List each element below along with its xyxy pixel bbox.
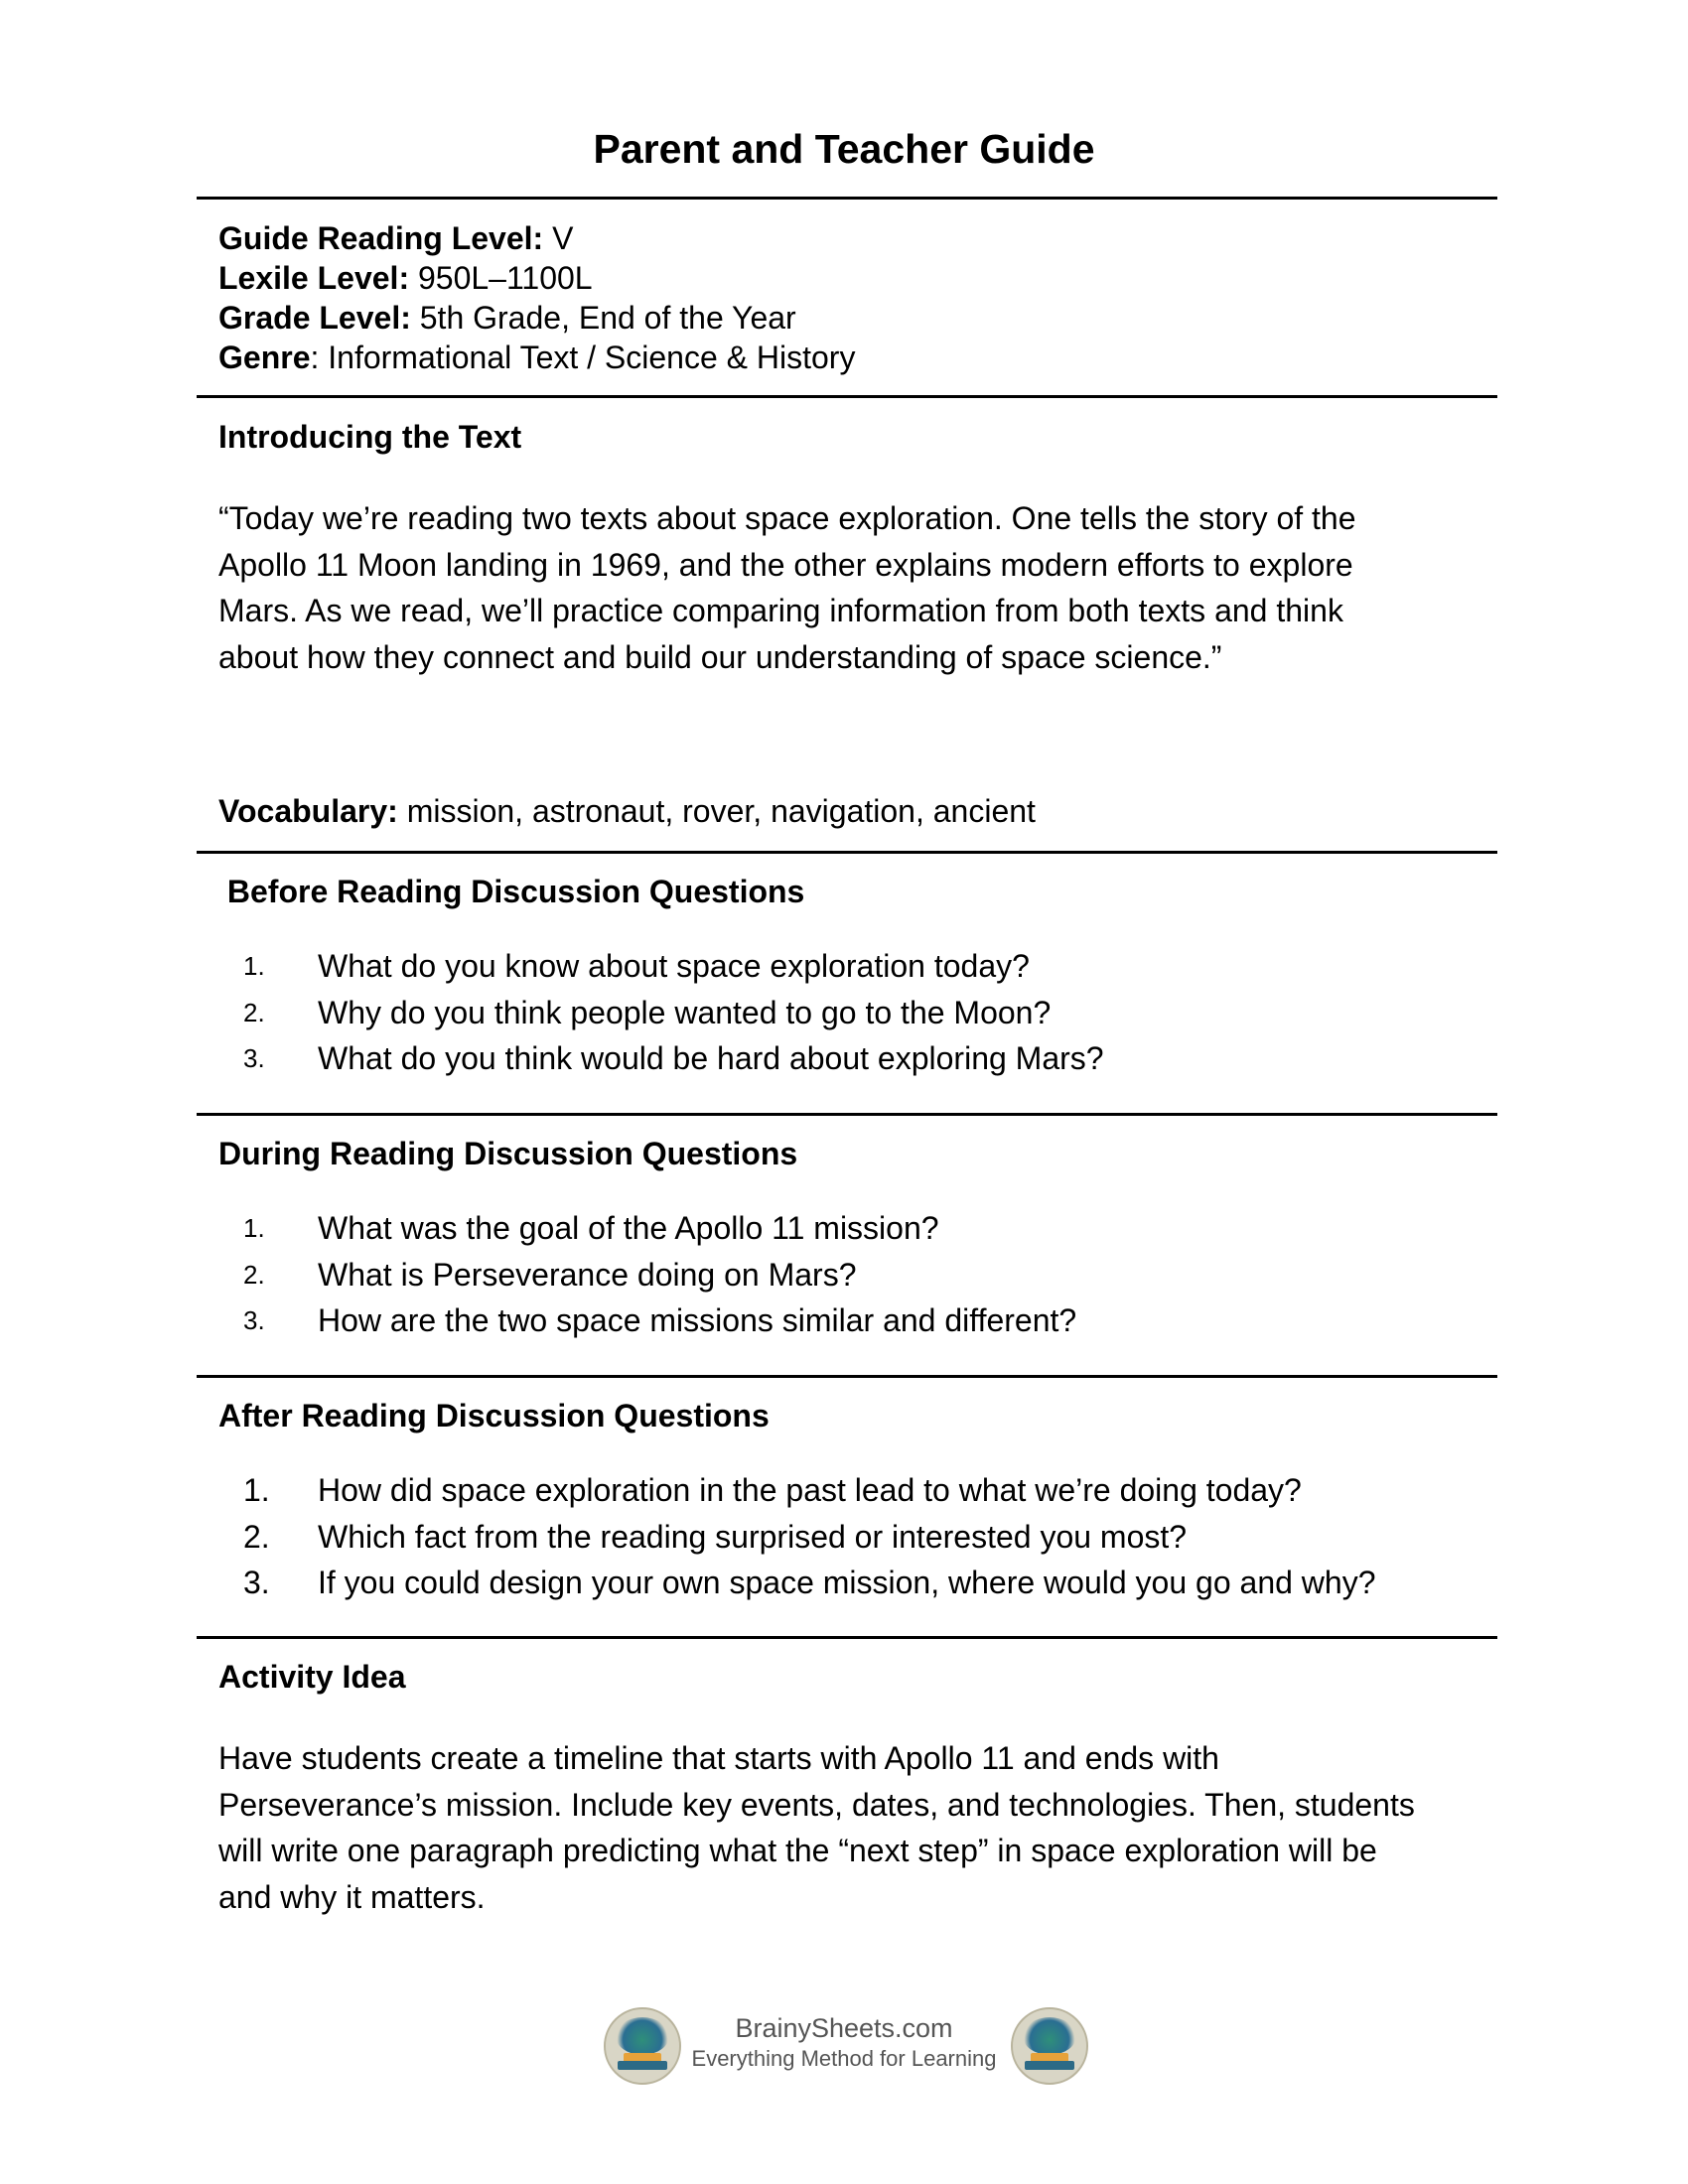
list-item: 3. If you could design your own space mission, where would you go and why? — [243, 1565, 1376, 1600]
activity-line: Perseverance’s mission. Include key events, dates, and technologies. Then, students — [218, 1786, 1415, 1823]
list-item: 1. What do you know about space exploration today? — [243, 948, 1030, 984]
after-reading-section — [218, 1396, 1489, 1606]
divider — [197, 1375, 1497, 1378]
activity-line: will write one paragraph predicting what the “next step” in space exploration will be — [218, 1833, 1377, 1868]
page-title: Parent and Teacher Guide — [593, 126, 1095, 172]
meta-genre: Genre: Informational Text / Science & History — [218, 340, 856, 375]
activity-section — [218, 1657, 1489, 1920]
divider — [197, 1113, 1497, 1116]
vocabulary-list: mission, astronaut, rover, navigation, ancient — [397, 793, 1036, 829]
footer-text — [655, 2011, 1033, 2073]
before-reading-section — [218, 872, 1489, 1082]
intro-line: about how they connect and build our understanding of space science.” — [218, 638, 1222, 675]
introducing-section — [218, 417, 1489, 680]
divider — [197, 197, 1497, 200]
divider — [197, 851, 1497, 854]
activity-line: Have students create a timeline that starts with Apollo 11 and ends with — [218, 1740, 1219, 1776]
section-heading: After Reading Discussion Questions — [218, 1398, 770, 1433]
list-item: 3. What do you think would be hard about exploring Mars? — [243, 1040, 1104, 1076]
meta-lexile-level: Lexile Level: 950L–1100L — [218, 260, 593, 296]
list-item: 2. What is Perseverance doing on Mars? — [243, 1256, 857, 1293]
guide-meta — [218, 218, 1489, 377]
during-reading-section — [218, 1134, 1489, 1344]
list-item: 3. How are the two space missions similar and different? — [243, 1302, 1077, 1338]
intro-line: “Today we’re reading two texts about space exploration. One tells the story of the — [218, 500, 1356, 536]
footer-site: BrainySheets.com — [735, 2013, 953, 2043]
divider — [197, 1636, 1497, 1639]
intro-line: Apollo 11 Moon landing in 1969, and the other explains modern efforts to explore — [218, 546, 1353, 583]
section-heading: During Reading Discussion Questions — [218, 1136, 798, 1171]
intro-line: Mars. As we read, we’ll practice comparing information from both texts and think — [218, 593, 1343, 628]
brainysheets-logo-icon — [1011, 2007, 1088, 2085]
list-item: 1. How did space exploration in the past lead to what we’re doing today? — [243, 1472, 1302, 1508]
list-item: 2. Why do you think people wanted to go to the Moon? — [243, 994, 1052, 1030]
vocabulary-label: Vocabulary: — [218, 793, 398, 829]
list-item: 2. Which fact from the reading surprised or interested you most? — [243, 1518, 1188, 1555]
footer — [0, 2007, 1688, 2087]
divider — [197, 395, 1497, 398]
meta-grade-level: Grade Level: 5th Grade, End of the Year — [218, 300, 796, 336]
footer-tagline: Everything Method for Learning — [691, 2046, 997, 2071]
meta-reading-level: Guide Reading Level: V — [218, 220, 574, 256]
section-heading: Activity Idea — [218, 1659, 406, 1695]
list-item: 1. What was the goal of the Apollo 11 mission? — [243, 1210, 939, 1246]
activity-line: and why it matters. — [218, 1878, 486, 1915]
section-heading: Introducing the Text — [218, 419, 522, 455]
section-heading: Before Reading Discussion Questions — [218, 874, 805, 909]
vocabulary — [218, 791, 1489, 831]
